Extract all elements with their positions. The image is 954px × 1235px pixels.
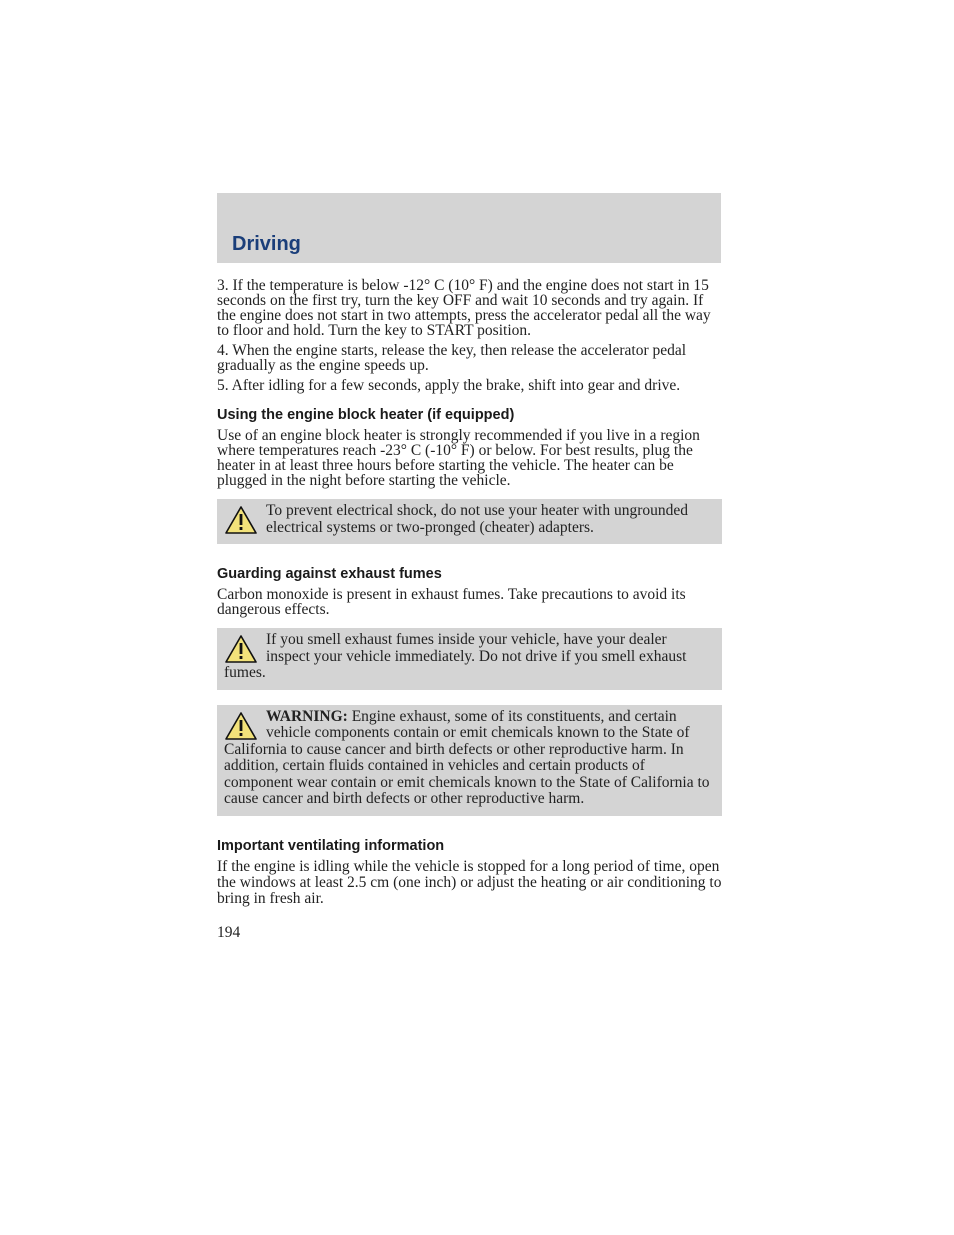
california-warning-text: Engine exhaust, some of its constituents, and certain vehicle components contain or emit chemicals known to the State of California to cause cancer and birth defects or other reproductive harm. In addition, certain fluids contained in vehicles and certain products of component wear contain or emit chemicals known to the State of California to cause cancer and birth defects or other reproductive harm. xyxy=(224,707,710,807)
exhaust-smell-warning-text: If you smell exhaust fumes inside your vehicle, have your dealer inspect your vehicle immediately. Do not drive if you smell exhaust fumes. xyxy=(224,631,687,681)
california-warning-label: WARNING: xyxy=(266,707,348,725)
step-5-text: 5. After idling for a few seconds, apply the brake, shift into gear and drive. xyxy=(217,377,681,394)
exhaust-smell-warning-box xyxy=(217,628,722,690)
warning-triangle-icon xyxy=(224,505,258,535)
section-title: Driving xyxy=(232,233,301,255)
step-3-text: 3. If the temperature is below -12° C (10° F) and the engine does not start in 15 seconds on the first try, turn the key OFF and wait 10 seconds and try again. If the engine does not start in two attempts, press the accelerator pedal all the way to floor and hold. Turn the key to START position. xyxy=(217,277,711,339)
warning-triangle-icon xyxy=(224,634,258,664)
page-content xyxy=(217,278,722,940)
section-header-band xyxy=(217,193,721,263)
block-heater-body: Use of an engine block heater is strongly recommended if you live in a region where temperatures reach -23° C (-10° F) or below. For best results, plug the heater in at least three hours before starting the vehicle. The heater can be plugged in the night before starting the vehicle. xyxy=(217,427,700,489)
warning-triangle-icon xyxy=(224,711,258,741)
page-number: 194 xyxy=(217,923,241,941)
exhaust-heading: Guarding against exhaust fumes xyxy=(217,566,442,582)
ventilating-heading: Important ventilating information xyxy=(217,837,445,854)
exhaust-body: Carbon monoxide is present in exhaust fumes. Take precautions to avoid its dangerous effects. xyxy=(217,586,686,618)
california-warning-box xyxy=(217,705,722,816)
electrical-shock-warning-text: To prevent electrical shock, do not use your heater with ungrounded electrical systems or two-pronged (cheater) adapters. xyxy=(266,502,689,536)
ventilating-body: If the engine is idling while the vehicle is stopped for a long period of time, open the windows at least 2.5 cm (one inch) or adjust the heating or air conditioning to bring in fresh air. xyxy=(217,857,722,907)
step-4-text: 4. When the engine starts, release the key, then release the accelerator pedal gradually as the engine speeds up. xyxy=(217,342,687,374)
electrical-shock-warning-box xyxy=(217,499,722,544)
block-heater-heading: Using the engine block heater (if equipped) xyxy=(217,407,515,423)
